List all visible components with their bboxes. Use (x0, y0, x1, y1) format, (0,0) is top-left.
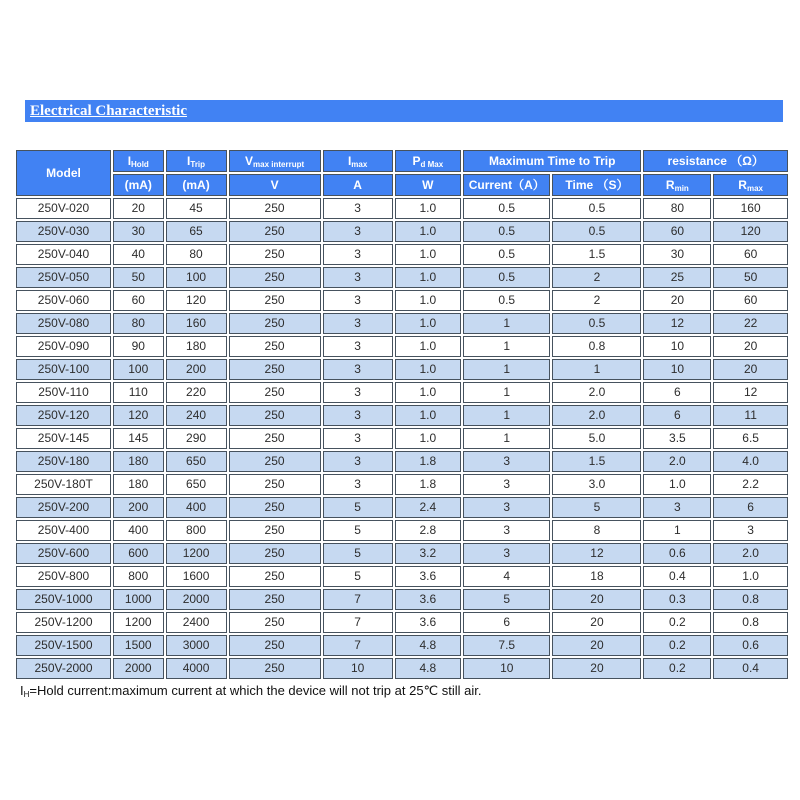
cell-pd: 1.0 (395, 198, 461, 219)
cell-rmax: 120 (713, 221, 788, 242)
table-row (16, 520, 788, 541)
cell-itrip: 4000 (166, 658, 227, 679)
cell-itrip: 800 (166, 520, 227, 541)
cell-vmax: 250 (229, 658, 321, 679)
cell-rmax: 20 (713, 359, 788, 380)
cell-imax: 5 (323, 520, 393, 541)
table-row (16, 543, 788, 564)
cell-rmin: 0.2 (643, 635, 711, 656)
cell-model: 250V-145 (16, 428, 111, 449)
col-header-pd-max (395, 150, 461, 172)
cell-pd: 2.8 (395, 520, 461, 541)
cell-rmin: 25 (643, 267, 711, 288)
cell-vmax: 250 (229, 635, 321, 656)
cell-imax: 3 (323, 221, 393, 242)
cell-pd: 1.8 (395, 451, 461, 472)
table-row (16, 198, 788, 219)
col-header-vmax-interrupt (229, 150, 321, 172)
cell-rmax: 50 (713, 267, 788, 288)
cell-pd: 1.0 (395, 221, 461, 242)
cell-vmax: 250 (229, 313, 321, 334)
cell-pd: 1.0 (395, 244, 461, 265)
cell-time: 1 (552, 359, 641, 380)
cell-rmin: 60 (643, 221, 711, 242)
cell-itrip: 80 (166, 244, 227, 265)
cell-itrip: 290 (166, 428, 227, 449)
header-row-main (16, 150, 788, 172)
cell-rmin: 6 (643, 405, 711, 426)
col-header-ihold (113, 150, 164, 172)
cell-ihold: 110 (113, 382, 164, 403)
cell-rmin: 10 (643, 336, 711, 357)
footnote-text: =Hold current:maximum current at which the device will not trip at 25℃ still air. (29, 683, 482, 698)
cell-itrip: 220 (166, 382, 227, 403)
unit-imax: A (323, 174, 393, 196)
cell-rmin: 0.2 (643, 612, 711, 633)
table-row (16, 290, 788, 311)
cell-current: 4 (463, 566, 550, 587)
cell-ihold: 1000 (113, 589, 164, 610)
cell-model: 250V-1500 (16, 635, 111, 656)
cell-rmax: 2.2 (713, 474, 788, 495)
electrical-characteristic-table (14, 148, 790, 681)
pd-subscript: d Max (420, 160, 444, 169)
cell-itrip: 100 (166, 267, 227, 288)
cell-vmax: 250 (229, 405, 321, 426)
cell-rmax: 22 (713, 313, 788, 334)
cell-vmax: 250 (229, 566, 321, 587)
cell-time: 2 (552, 290, 641, 311)
cell-vmax: 250 (229, 474, 321, 495)
cell-current: 3 (463, 520, 550, 541)
cell-itrip: 180 (166, 336, 227, 357)
cell-vmax: 250 (229, 589, 321, 610)
cell-ihold: 600 (113, 543, 164, 564)
cell-itrip: 160 (166, 313, 227, 334)
cell-vmax: 250 (229, 336, 321, 357)
cell-vmax: 250 (229, 497, 321, 518)
cell-itrip: 240 (166, 405, 227, 426)
table-row (16, 497, 788, 518)
cell-rmin: 1.0 (643, 474, 711, 495)
cell-time: 12 (552, 543, 641, 564)
cell-itrip: 120 (166, 290, 227, 311)
cell-model: 250V-200 (16, 497, 111, 518)
table-row (16, 336, 788, 357)
cell-rmin: 0.2 (643, 658, 711, 679)
cell-imax: 7 (323, 589, 393, 610)
col-header-trip-time: Time （S） (552, 174, 641, 196)
cell-ihold: 800 (113, 566, 164, 587)
group-header-resistance: resistance （Ω） (643, 150, 788, 172)
col-header-model (16, 150, 111, 196)
cell-ihold: 120 (113, 405, 164, 426)
cell-time: 1.5 (552, 244, 641, 265)
cell-current: 1 (463, 405, 550, 426)
cell-imax: 3 (323, 244, 393, 265)
table-row (16, 658, 788, 679)
cell-model: 250V-180T (16, 474, 111, 495)
cell-model: 250V-1200 (16, 612, 111, 633)
ihold-symbol: I (127, 154, 132, 168)
table-row (16, 359, 788, 380)
cell-ihold: 200 (113, 497, 164, 518)
cell-current: 5 (463, 589, 550, 610)
itrip-symbol: I (187, 154, 191, 168)
cell-time: 20 (552, 635, 641, 656)
unit-itrip: (mA) (166, 174, 227, 196)
cell-imax: 3 (323, 405, 393, 426)
cell-vmax: 250 (229, 612, 321, 633)
cell-pd: 3.6 (395, 566, 461, 587)
cell-ihold: 30 (113, 221, 164, 242)
cell-vmax: 250 (229, 451, 321, 472)
unit-pd: W (395, 174, 461, 196)
cell-model: 250V-110 (16, 382, 111, 403)
table-row (16, 451, 788, 472)
cell-imax: 3 (323, 267, 393, 288)
cell-rmin: 0.3 (643, 589, 711, 610)
vmax-subscript: max interrupt (253, 160, 305, 169)
cell-rmax: 20 (713, 336, 788, 357)
cell-current: 0.5 (463, 198, 550, 219)
cell-ihold: 2000 (113, 658, 164, 679)
cell-vmax: 250 (229, 543, 321, 564)
cell-pd: 1.8 (395, 474, 461, 495)
cell-current: 6 (463, 612, 550, 633)
cell-rmax: 1.0 (713, 566, 788, 587)
imax-symbol: I (347, 154, 352, 168)
cell-model: 250V-1000 (16, 589, 111, 610)
table-row (16, 589, 788, 610)
cell-rmax: 11 (713, 405, 788, 426)
ihold-subscript: Hold (131, 160, 149, 169)
cell-pd: 1.0 (395, 313, 461, 334)
rmin-symbol: R (665, 178, 675, 192)
cell-current: 0.5 (463, 244, 550, 265)
cell-imax: 3 (323, 290, 393, 311)
cell-rmax: 0.8 (713, 612, 788, 633)
cell-rmin: 20 (643, 290, 711, 311)
cell-rmax: 160 (713, 198, 788, 219)
cell-ihold: 180 (113, 451, 164, 472)
table-row (16, 635, 788, 656)
cell-current: 1 (463, 382, 550, 403)
cell-time: 0.8 (552, 336, 641, 357)
cell-rmax: 0.6 (713, 635, 788, 656)
cell-rmax: 60 (713, 244, 788, 265)
group-header-max-time-to-trip: Maximum Time to Trip (463, 150, 641, 172)
cell-vmax: 250 (229, 290, 321, 311)
cell-ihold: 20 (113, 198, 164, 219)
section-title-bar (25, 100, 783, 122)
cell-time: 1.5 (552, 451, 641, 472)
cell-vmax: 250 (229, 520, 321, 541)
cell-time: 3.0 (552, 474, 641, 495)
cell-time: 2.0 (552, 382, 641, 403)
cell-rmax: 6 (713, 497, 788, 518)
model-label: Model (46, 166, 81, 180)
cell-vmax: 250 (229, 382, 321, 403)
cell-pd: 4.8 (395, 658, 461, 679)
cell-current: 3 (463, 543, 550, 564)
col-header-itrip (166, 150, 227, 172)
cell-imax: 3 (323, 451, 393, 472)
cell-model: 250V-600 (16, 543, 111, 564)
cell-time: 0.5 (552, 198, 641, 219)
cell-current: 10 (463, 658, 550, 679)
cell-current: 1 (463, 336, 550, 357)
cell-model: 250V-050 (16, 267, 111, 288)
cell-rmin: 3 (643, 497, 711, 518)
cell-ihold: 180 (113, 474, 164, 495)
cell-pd: 1.0 (395, 267, 461, 288)
cell-ihold: 1500 (113, 635, 164, 656)
cell-model: 250V-020 (16, 198, 111, 219)
cell-imax: 5 (323, 543, 393, 564)
cell-rmin: 0.4 (643, 566, 711, 587)
cell-vmax: 250 (229, 267, 321, 288)
cell-rmax: 4.0 (713, 451, 788, 472)
cell-current: 0.5 (463, 221, 550, 242)
cell-rmax: 3 (713, 520, 788, 541)
cell-model: 250V-2000 (16, 658, 111, 679)
table-row (16, 612, 788, 633)
cell-imax: 3 (323, 474, 393, 495)
cell-ihold: 1200 (113, 612, 164, 633)
unit-vmax: V (229, 174, 321, 196)
cell-pd: 1.0 (395, 382, 461, 403)
cell-itrip: 1200 (166, 543, 227, 564)
cell-current: 7.5 (463, 635, 550, 656)
cell-vmax: 250 (229, 359, 321, 380)
cell-model: 250V-030 (16, 221, 111, 242)
cell-ihold: 80 (113, 313, 164, 334)
cell-imax: 5 (323, 497, 393, 518)
col-header-rmin (643, 174, 711, 196)
cell-vmax: 250 (229, 244, 321, 265)
cell-time: 18 (552, 566, 641, 587)
cell-model: 250V-090 (16, 336, 111, 357)
hold-current-footnote (20, 683, 482, 699)
cell-imax: 3 (323, 359, 393, 380)
cell-model: 250V-800 (16, 566, 111, 587)
cell-rmax: 0.8 (713, 589, 788, 610)
cell-pd: 1.0 (395, 336, 461, 357)
cell-itrip: 400 (166, 497, 227, 518)
cell-model: 250V-060 (16, 290, 111, 311)
table-body (16, 198, 788, 679)
unit-ihold: (mA) (113, 174, 164, 196)
rmin-subscript: min (674, 184, 689, 193)
cell-time: 2 (552, 267, 641, 288)
cell-rmin: 1 (643, 520, 711, 541)
cell-itrip: 650 (166, 451, 227, 472)
cell-time: 20 (552, 612, 641, 633)
cell-imax: 3 (323, 336, 393, 357)
table-row (16, 313, 788, 334)
cell-time: 0.5 (552, 313, 641, 334)
cell-itrip: 2400 (166, 612, 227, 633)
cell-pd: 3.2 (395, 543, 461, 564)
rmax-subscript: max (746, 184, 763, 193)
vmax-symbol: V (245, 154, 254, 168)
table-row (16, 405, 788, 426)
cell-time: 8 (552, 520, 641, 541)
cell-model: 250V-180 (16, 451, 111, 472)
cell-current: 3 (463, 497, 550, 518)
cell-model: 250V-120 (16, 405, 111, 426)
cell-pd: 2.4 (395, 497, 461, 518)
cell-rmax: 6.5 (713, 428, 788, 449)
cell-pd: 3.6 (395, 589, 461, 610)
cell-imax: 3 (323, 382, 393, 403)
itrip-subscript: Trip (190, 160, 206, 169)
cell-pd: 3.6 (395, 612, 461, 633)
cell-ihold: 60 (113, 290, 164, 311)
table-row (16, 474, 788, 495)
cell-rmin: 12 (643, 313, 711, 334)
cell-itrip: 200 (166, 359, 227, 380)
cell-imax: 3 (323, 313, 393, 334)
imax-subscript: max (351, 160, 368, 169)
table-row (16, 428, 788, 449)
cell-current: 1 (463, 359, 550, 380)
cell-pd: 1.0 (395, 428, 461, 449)
cell-time: 20 (552, 589, 641, 610)
cell-time: 5 (552, 497, 641, 518)
cell-rmin: 2.0 (643, 451, 711, 472)
cell-current: 1 (463, 428, 550, 449)
pd-symbol: P (412, 154, 421, 168)
cell-vmax: 250 (229, 198, 321, 219)
cell-time: 5.0 (552, 428, 641, 449)
cell-itrip: 1600 (166, 566, 227, 587)
cell-imax: 10 (323, 658, 393, 679)
cell-time: 20 (552, 658, 641, 679)
cell-rmax: 12 (713, 382, 788, 403)
cell-itrip: 45 (166, 198, 227, 219)
footnote-subscript: H (23, 690, 30, 699)
cell-rmin: 3.5 (643, 428, 711, 449)
cell-model: 250V-040 (16, 244, 111, 265)
cell-itrip: 650 (166, 474, 227, 495)
cell-ihold: 145 (113, 428, 164, 449)
cell-model: 250V-400 (16, 520, 111, 541)
cell-rmin: 6 (643, 382, 711, 403)
table-row (16, 244, 788, 265)
cell-current: 0.5 (463, 267, 550, 288)
cell-rmax: 2.0 (713, 543, 788, 564)
table-header (16, 150, 788, 196)
cell-ihold: 100 (113, 359, 164, 380)
cell-ihold: 90 (113, 336, 164, 357)
cell-time: 2.0 (552, 405, 641, 426)
table-row (16, 221, 788, 242)
table-row (16, 267, 788, 288)
cell-itrip: 3000 (166, 635, 227, 656)
cell-rmin: 0.6 (643, 543, 711, 564)
col-header-trip-current: Current（A） (463, 174, 550, 196)
cell-current: 1 (463, 313, 550, 334)
cell-imax: 7 (323, 612, 393, 633)
section-title: Electrical Characteristic (30, 103, 188, 119)
cell-rmax: 0.4 (713, 658, 788, 679)
cell-pd: 1.0 (395, 290, 461, 311)
cell-rmax: 60 (713, 290, 788, 311)
cell-current: 3 (463, 451, 550, 472)
col-header-rmax (713, 174, 788, 196)
cell-imax: 3 (323, 198, 393, 219)
cell-vmax: 250 (229, 428, 321, 449)
cell-time: 0.5 (552, 221, 641, 242)
cell-vmax: 250 (229, 221, 321, 242)
cell-itrip: 65 (166, 221, 227, 242)
cell-itrip: 2000 (166, 589, 227, 610)
cell-pd: 1.0 (395, 359, 461, 380)
cell-current: 3 (463, 474, 550, 495)
cell-ihold: 40 (113, 244, 164, 265)
cell-ihold: 400 (113, 520, 164, 541)
cell-pd: 4.8 (395, 635, 461, 656)
cell-imax: 5 (323, 566, 393, 587)
cell-current: 0.5 (463, 290, 550, 311)
rmax-symbol: R (738, 178, 747, 192)
cell-rmin: 30 (643, 244, 711, 265)
header-row-units (16, 174, 788, 196)
cell-model: 250V-080 (16, 313, 111, 334)
footnote-symbol: I (20, 683, 24, 698)
cell-rmin: 10 (643, 359, 711, 380)
table-row (16, 566, 788, 587)
cell-imax: 7 (323, 635, 393, 656)
col-header-imax (323, 150, 393, 172)
cell-model: 250V-100 (16, 359, 111, 380)
cell-ihold: 50 (113, 267, 164, 288)
cell-imax: 3 (323, 428, 393, 449)
table-row (16, 382, 788, 403)
cell-pd: 1.0 (395, 405, 461, 426)
cell-rmin: 80 (643, 198, 711, 219)
